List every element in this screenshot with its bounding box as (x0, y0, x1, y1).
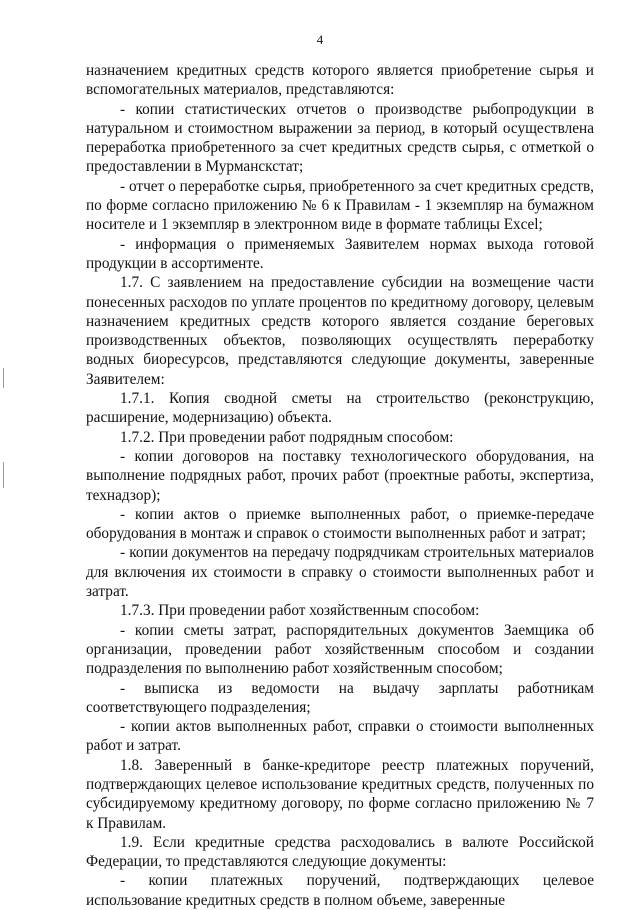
paragraph-2: - копии статистических отчетов о производстве рыбопродукции в натуральном и стоимостном выражении за период, в который осуществлена переработка приобретенного за счет кредитных средств сырья, с отметкой о предоставлении в Мурманскстат; (86, 100, 594, 176)
paragraph-11: 1.7.3. При проведении работ хозяйственным способом: (120, 602, 480, 620)
paragraph-13: - выписка из ведомости на выдачу зарплаты работникам соответствующего подразделения; (86, 679, 594, 716)
scan-edge-mark (3, 462, 4, 488)
scan-edge-mark (3, 368, 4, 388)
paragraph-1: назначением кредитных средств которого является приобретение сырья и вспомогательных материалов, представляются: (86, 62, 594, 99)
paragraph-3: - отчет о переработке сырья, приобретенного за счет кредитных средств, по форме согласно приложению № 6 к Правилам - 1 экземпляр на бумажном носителе и 1 экземпляр в электронном виде в формате таблицы Excel; (86, 177, 594, 234)
page-number: 4 (316, 32, 324, 47)
paragraph-14: - копии актов выполненных работ, справки о стоимости выполненных работ и затрат. (86, 718, 594, 755)
document-body (86, 61, 594, 910)
paragraph-7: 1.7.2. При проведении работ подрядным способом: (120, 428, 454, 446)
paragraph-6: 1.7.1. Копия сводной сметы на строительство (реконструкцию, расширение, модернизацию) объекта. (86, 390, 594, 427)
paragraph-9: - копии актов о приемке выполненных работ, о приемке-передаче оборудования в монтаж и справок о стоимости выполненных работ и затрат; (86, 505, 594, 543)
paragraph-8: - копии договоров на поставку технологического оборудования, на выполнение подрядных работ, прочих работ (проектные работы, экспертиза, технадзор); (86, 447, 594, 504)
paragraph-12: - копии сметы затрат, распорядительных документов Заемщика об организации, проведении работ хозяйственным способом и создании подразделения по выполнению работ хозяйственным способом; (86, 621, 594, 678)
paragraph-15: 1.8. Заверенный в банке-кредиторе реестр платежных поручений, подтверждающих целевое использование кредитных средств, полученных по субсидируемому кредитному договору, по форме согласно приложению № 7 к Правилам. (86, 756, 594, 832)
paragraph-16: 1.9. Если кредитные средства расходовались в валюте Российской Федерации, то представляются следующие документы: (86, 833, 594, 871)
paragraph-4: - информация о применяемых Заявителем нормах выхода готовой продукции в ассортименте. (86, 235, 594, 272)
paragraph-10: - копии документов на передачу подрядчикам строительных материалов для включения их стоимости в справку о стоимости выполненных работ и затрат. (86, 544, 594, 601)
paragraph-17: - копии платежных поручений, подтверждающих целевое использование кредитных средств в полном объеме, заверенные (86, 872, 594, 909)
paragraph-5: 1.7. С заявлением на предоставление субсидии на возмещение части понесенных расходов по уплате процентов по кредитному договору, целевым назначением кредитных средств которого является создание береговых производственных объектов, позволяющих осуществлять переработку водных биоресурсов, представляются следующие документы, заверенные Заявителем: (86, 274, 594, 388)
